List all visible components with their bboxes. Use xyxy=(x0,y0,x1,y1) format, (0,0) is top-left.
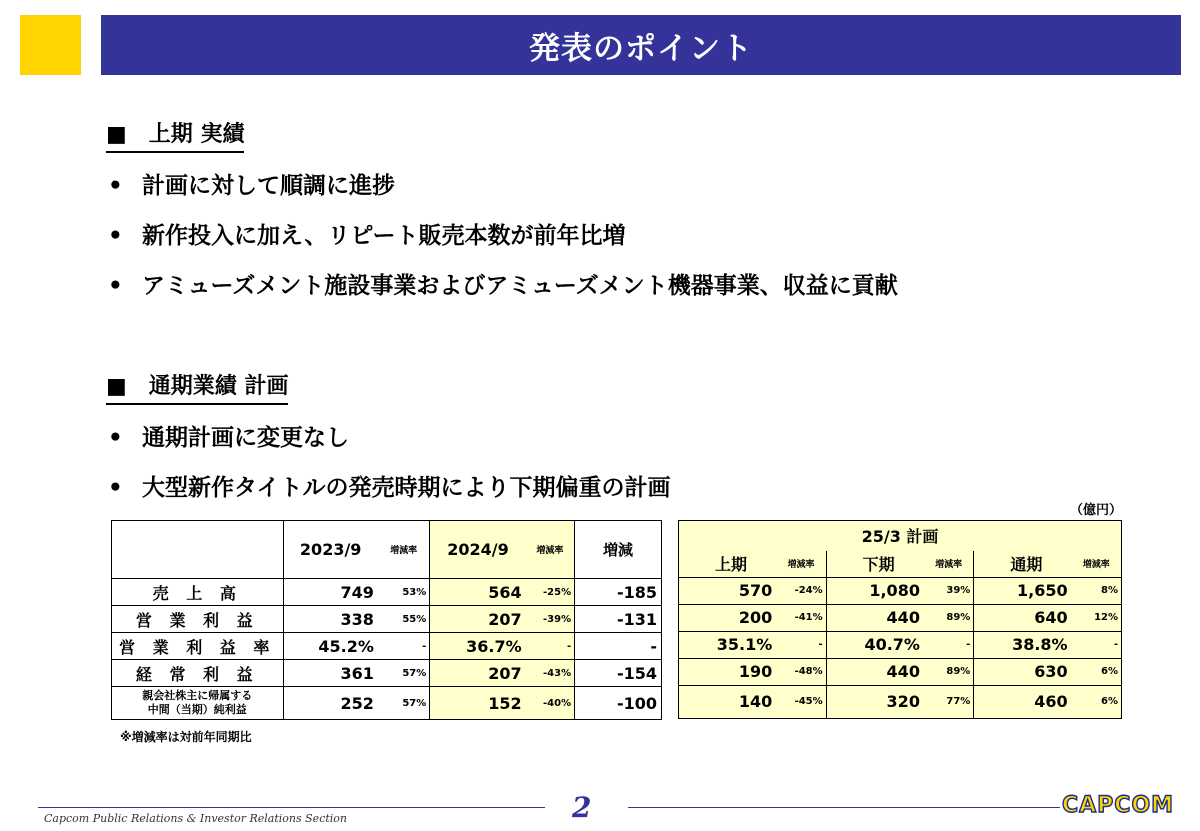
table-cell: 564 xyxy=(430,579,526,606)
header-h2: 下期 xyxy=(826,551,924,578)
table-cell: 89% xyxy=(924,604,974,631)
footnote: ※増減率は対前年同期比 xyxy=(120,730,252,744)
table-cell: 38.8% xyxy=(974,631,1072,658)
table-cell: - xyxy=(1072,631,1122,658)
header-empty-cell xyxy=(112,521,284,579)
plan-title: 25/3 計画 xyxy=(679,521,1122,551)
table-cell: 460 xyxy=(974,685,1072,718)
header-rate-2024: 増減率 xyxy=(526,521,575,579)
header-change: 増減 xyxy=(575,521,662,579)
table-row xyxy=(112,660,662,687)
table-cell: -43% xyxy=(526,660,575,687)
table-cell: -45% xyxy=(776,685,826,718)
row-label: 親会社株主に帰属する 中間（当期）純利益 xyxy=(112,687,284,720)
row-label: 経 常 利 益 xyxy=(112,660,284,687)
table-cell: 12% xyxy=(1072,604,1122,631)
section-heading-full-year-plan: ■ 通期業績 計画 xyxy=(106,372,288,405)
header-2024: 2024/9 xyxy=(430,521,526,579)
table-cell: 55% xyxy=(378,606,430,633)
table-cell: - xyxy=(924,631,974,658)
capcom-logo: CAPCOM xyxy=(1062,793,1175,818)
table-cell: 338 xyxy=(283,606,378,633)
table-cell: 36.7% xyxy=(430,633,526,660)
results-table xyxy=(111,520,662,720)
bullet-item: • 新作投入に加え、リピート販売本数が前年比増 xyxy=(108,223,626,249)
table-cell: -100 xyxy=(575,687,662,720)
table-row xyxy=(679,631,1122,658)
header-h1: 上期 xyxy=(679,551,777,578)
header-rate-2023: 増減率 xyxy=(378,521,430,579)
table-cell: 200 xyxy=(679,604,777,631)
table-cell: 140 xyxy=(679,685,777,718)
table-row xyxy=(679,658,1122,685)
table-row xyxy=(112,633,662,660)
plan-subheader-row xyxy=(679,551,1122,578)
table-row xyxy=(679,604,1122,631)
table-cell: 増減率 xyxy=(776,551,826,578)
bullet-item: • 計画に対して順調に進捗 xyxy=(108,173,395,199)
corner-square xyxy=(20,15,81,75)
table-cell: 630 xyxy=(974,658,1072,685)
table-cell: -24% xyxy=(776,577,826,604)
table-cell: 440 xyxy=(826,604,924,631)
table-cell: 89% xyxy=(924,658,974,685)
table-cell: 77% xyxy=(924,685,974,718)
page-number: 2 xyxy=(572,791,592,824)
section-heading-h1-results: ■ 上期 実績 xyxy=(106,120,244,153)
table-cell: - xyxy=(575,633,662,660)
table-cell: 1,080 xyxy=(826,577,924,604)
header-2023: 2023/9 xyxy=(283,521,378,579)
table-cell: - xyxy=(378,633,430,660)
table-row xyxy=(679,685,1122,718)
table-cell: -25% xyxy=(526,579,575,606)
table-cell: 53% xyxy=(378,579,430,606)
table-cell: 6% xyxy=(1072,658,1122,685)
bullet-item: • 通期計画に変更なし xyxy=(108,425,349,451)
table-cell: -185 xyxy=(575,579,662,606)
page-title: 発表のポイント xyxy=(101,15,1181,75)
table-row xyxy=(112,579,662,606)
table-cell: -131 xyxy=(575,606,662,633)
table-cell: 749 xyxy=(283,579,378,606)
footer-divider-left xyxy=(38,807,545,808)
bullet-item: • 大型新作タイトルの発売時期により下期偏重の計画 xyxy=(108,475,671,501)
table-row xyxy=(112,687,662,720)
table-cell: - xyxy=(776,631,826,658)
table-cell: 増減率 xyxy=(924,551,974,578)
table-header-row xyxy=(112,521,662,579)
row-label: 営 業 利 益 率 xyxy=(112,633,284,660)
table-cell: 361 xyxy=(283,660,378,687)
table-cell: 207 xyxy=(430,660,526,687)
table-cell: 207 xyxy=(430,606,526,633)
table-cell: -39% xyxy=(526,606,575,633)
table-cell: 320 xyxy=(826,685,924,718)
table-cell: -154 xyxy=(575,660,662,687)
table-cell: -41% xyxy=(776,604,826,631)
table-cell: 570 xyxy=(679,577,777,604)
table-cell: -40% xyxy=(526,687,575,720)
table-cell: 57% xyxy=(378,687,430,720)
table-row xyxy=(112,606,662,633)
table-cell: 440 xyxy=(826,658,924,685)
table-cell: 35.1% xyxy=(679,631,777,658)
plan-table xyxy=(678,520,1122,719)
table-cell: 8% xyxy=(1072,577,1122,604)
table-cell: 45.2% xyxy=(283,633,378,660)
footer-text: Capcom Public Relations & Investor Relations Section xyxy=(44,812,347,825)
table-cell: 152 xyxy=(430,687,526,720)
table-cell: 640 xyxy=(974,604,1072,631)
table-row xyxy=(679,577,1122,604)
row-label: 売 上 高 xyxy=(112,579,284,606)
bullet-item: • アミューズメント施設事業およびアミューズメント機器事業、収益に貢献 xyxy=(108,273,898,299)
table-cell: 40.7% xyxy=(826,631,924,658)
plan-title-row xyxy=(679,521,1122,551)
table-cell: - xyxy=(526,633,575,660)
table-cell: 39% xyxy=(924,577,974,604)
table-cell: 1,650 xyxy=(974,577,1072,604)
table-cell: 252 xyxy=(283,687,378,720)
table-cell: 6% xyxy=(1072,685,1122,718)
row-label: 営 業 利 益 xyxy=(112,606,284,633)
table-cell: 57% xyxy=(378,660,430,687)
unit-label: （億円） xyxy=(1070,503,1123,518)
table-cell: 増減率 xyxy=(1072,551,1122,578)
header-full-year: 通期 xyxy=(974,551,1072,578)
table-cell: -48% xyxy=(776,658,826,685)
table-cell: 190 xyxy=(679,658,777,685)
footer-divider-right xyxy=(628,807,1060,808)
